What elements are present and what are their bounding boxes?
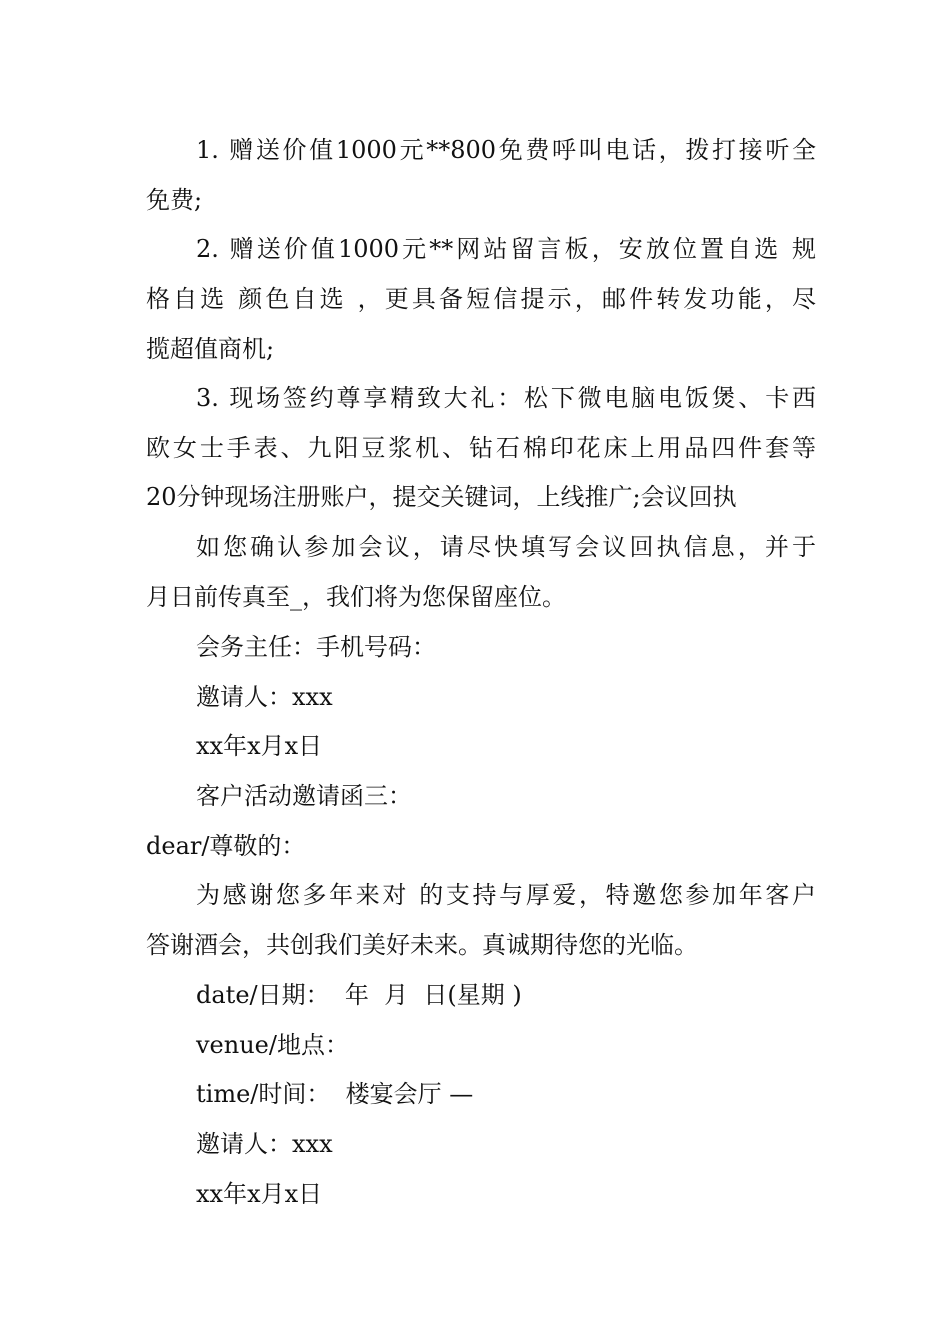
inviter-line: 邀请人：xxx — [196, 683, 333, 711]
event-venue-line: venue/地点： — [196, 1031, 349, 1059]
paragraph-line: 1. 赠送价值1000元**800免费呼叫电话，拨打接听全 — [196, 136, 816, 164]
paragraph-line: 会务主任：手机号码： — [196, 633, 436, 661]
paragraph-line: 20分钟现场注册账户，提交关键词，上线推广;会议回执 — [146, 483, 737, 511]
paragraph-line: 欧女士手表、九阳豆浆机、钻石棉印花床上用品四件套等 — [146, 434, 816, 462]
paragraph-line: 免费; — [146, 186, 203, 214]
paragraph-line: 3. 现场签约尊享精致大礼：松下微电脑电饭煲、卡西 — [196, 384, 816, 412]
paragraph-line: 揽超值商机; — [146, 335, 275, 363]
paragraph-line: 月日前传真至_，我们将为您保留座位。 — [146, 583, 566, 611]
date-line: xx年x月x日 — [196, 732, 323, 760]
paragraph-line: 如您确认参加会议，请尽快填写会议回执信息，并于 — [196, 533, 816, 561]
paragraph-line: 格自选 颜色自选 ，更具备短信提示，邮件转发功能，尽 — [146, 285, 816, 313]
salutation-line: dear/尊敬的： — [146, 832, 306, 860]
section-heading: 客户活动邀请函三： — [196, 782, 412, 810]
event-date-line: date/日期： 年 月 日(星期 ) — [196, 981, 522, 1009]
date-line: xx年x月x日 — [196, 1180, 323, 1208]
paragraph-line: 为感谢您多年来对 的支持与厚爱，特邀您参加年客户 — [196, 881, 816, 909]
inviter-line: 邀请人：xxx — [196, 1130, 333, 1158]
paragraph-line: 2. 赠送价值1000元**网站留言板，安放位置自选 规 — [196, 235, 816, 263]
event-time-line: time/时间： 楼宴会厅 — — [196, 1080, 474, 1108]
paragraph-line: 答谢酒会，共创我们美好未来。真诚期待您的光临。 — [146, 931, 698, 959]
